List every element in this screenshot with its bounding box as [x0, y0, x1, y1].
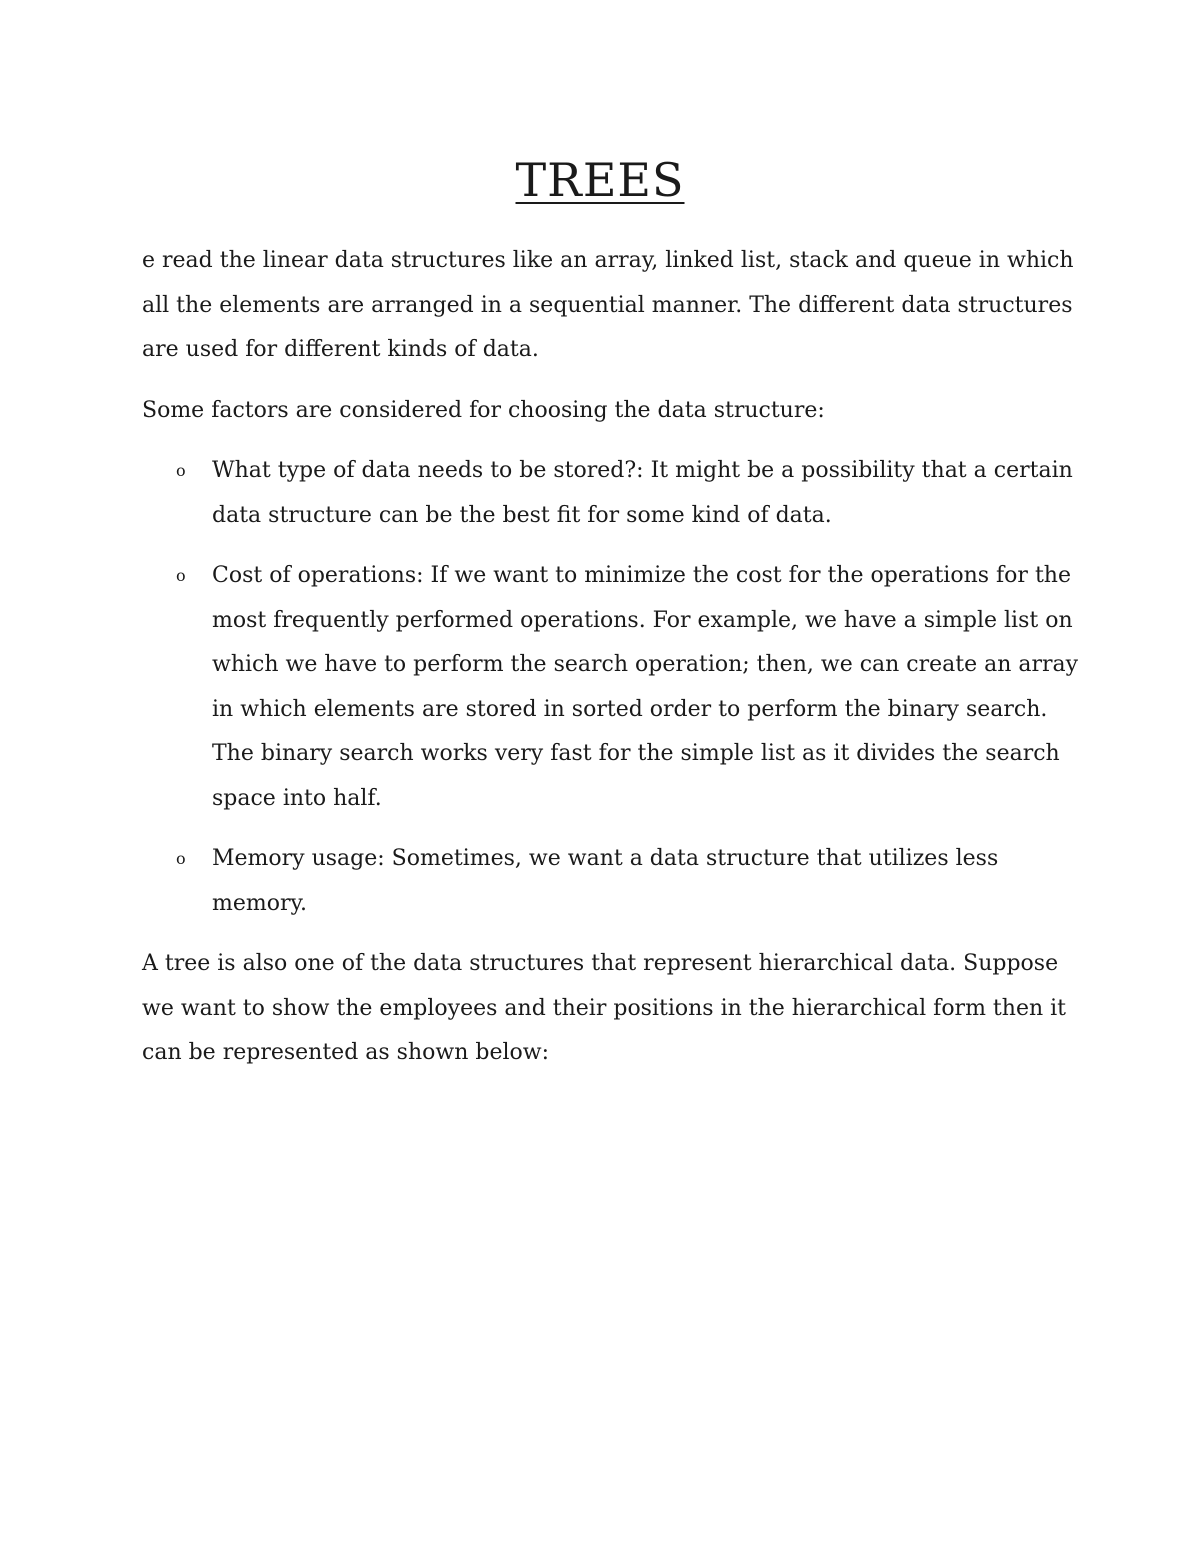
document-body	[142, 239, 1082, 1092]
factors-list	[142, 449, 1082, 926]
bullet-marker: o	[176, 566, 186, 585]
list-item	[142, 449, 1082, 538]
bullet-marker: o	[176, 849, 186, 868]
bullet-marker: o	[176, 461, 186, 480]
factors-lead-paragraph: Some factors are considered for choosing the data structure:	[142, 397, 825, 423]
closing-paragraph: A tree is also one of the data structures that represent hierarchical data. Suppose we want to show the employees and their positions in the hierarchical form then it can be represented as shown below:	[142, 951, 1066, 1065]
intro-paragraph: e read the linear data structures like an array, linked list, stack and queue in which all the elements are arranged in a sequential manner. The different data structures are used for different kinds of data.	[142, 248, 1074, 362]
list-item-text: What type of data needs to be stored?: It might be a possibility that a certain data structure can be the best fit for some kind of data.	[212, 458, 1073, 528]
list-item-text: Cost of operations: If we want to minimize the cost for the operations for the most frequently performed operations. For example, we have a simple list on which we have to perform the search operation; then, we can create an array in which elements are stored in sorted order to perform the binary search. The binary search works very fast for the simple list as it divides the search space into half.	[212, 563, 1079, 811]
list-item-text: Memory usage: Sometimes, we want a data structure that utilizes less memory.	[212, 846, 999, 916]
page-title: TREES	[515, 153, 685, 207]
list-item	[142, 554, 1082, 821]
list-item	[142, 837, 1082, 926]
